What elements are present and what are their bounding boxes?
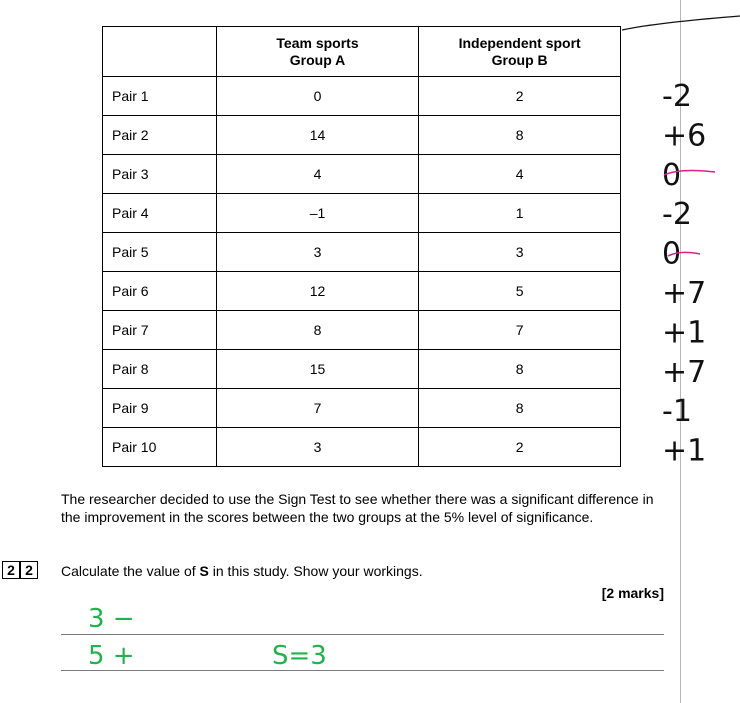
group-a-value: 4 [216,155,419,194]
group-a-value: 3 [216,428,419,467]
group-a-value: 12 [216,272,419,311]
pair-label: Pair 3 [103,155,217,194]
question-number-box: 2 [20,561,38,579]
group-a-value: 8 [216,311,419,350]
group-a-value: 7 [216,389,419,428]
group-b-value: 2 [419,77,621,116]
margin-sign: 0 [662,157,682,193]
group-b-value: 3 [419,233,621,272]
group-b-value: 1 [419,194,621,233]
question-text-start: Calculate the value of [61,563,200,579]
instruction-paragraph: The researcher decided to use the Sign Test to see whether there was a significant difference in the improvement in the scores between the two groups at the 5% level of significance. [61,491,654,525]
group-b-value: 8 [419,389,621,428]
margin-sign: -2 [662,197,692,233]
group-b-value: 5 [419,272,621,311]
group-b-value: 8 [419,350,621,389]
margin-sign: +7 [662,276,707,311]
group-b-value: 4 [419,155,621,194]
header-b-line1: Independent sport [458,34,581,51]
group-b-value: 8 [419,116,621,155]
pair-label: Pair 1 [103,77,217,116]
pair-label: Pair 9 [103,389,217,428]
question-text-bold: S [199,563,209,579]
pair-label: Pair 2 [103,116,217,155]
group-a-value: 15 [216,350,419,389]
answer-minus-count: 3 − [88,604,135,634]
header-a-line2: Group A [289,51,346,68]
group-a-value: –1 [216,194,419,233]
header-a-line1: Team sports [276,34,359,51]
pair-label: Pair 4 [103,194,217,233]
margin-signs [662,79,706,469]
margin-sign: -2 [662,79,692,114]
margin-sign: +6 [662,118,707,154]
question-text-end: in this study. Show your workings. [208,563,423,579]
pair-label: Pair 10 [103,428,217,467]
pair-label: Pair 7 [103,311,217,350]
margin-stroke [622,16,740,30]
margin-sign: 0 [662,236,682,272]
group-b-value: 2 [419,428,621,467]
answer-plus-count: 5 + [88,641,135,671]
header-b-line2: Group B [491,51,548,68]
pair-label: Pair 8 [103,350,217,389]
question-number-box: 2 [2,561,20,579]
group-a-value: 3 [216,233,419,272]
margin-sign: -1 [662,394,692,430]
margin-sign: +7 [662,354,707,390]
answer-s-value: S=3 [272,641,327,671]
pair-label: Pair 5 [103,233,217,272]
pair-label: Pair 6 [103,272,217,311]
group-b-value: 7 [419,311,621,350]
margin-sign: +1 [662,433,707,469]
margin-sign: +1 [662,315,707,351]
group-a-value: 14 [216,116,419,155]
marks-label: [2 marks] [601,585,664,601]
group-a-value: 0 [216,77,419,116]
